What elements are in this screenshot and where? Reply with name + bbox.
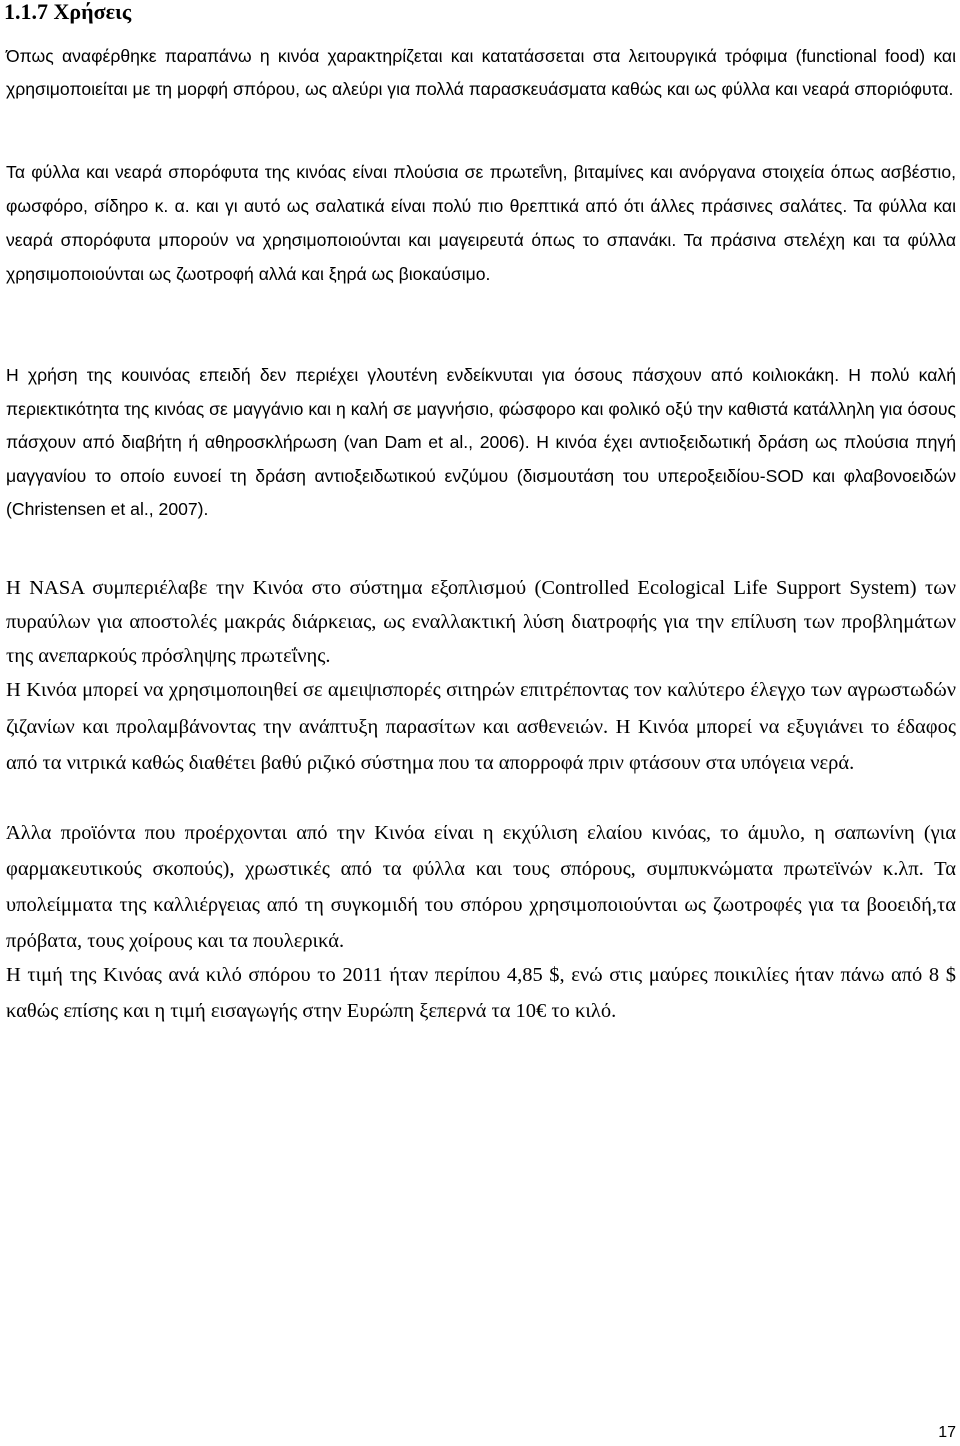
paragraph-uses-intro: Όπως αναφέρθηκε παραπάνω η κινόα χαρακτηρίζεται και κατατάσσεται στα λειτουργικά τρόφιμα (functional food) και χρησιμοποιείται με τη μορφή σπόρου, ως αλεύρι για πολλά παρασκευάσματα καθώς και ως φύλλα και νεαρά σποριόφυτα. [6, 46, 956, 99]
paragraph-crop-rotation: Η Κινόα μπορεί να χρησιμοποιηθεί σε αμειψισπορές σιτηρών επιτρέποντας τον καλύτερο έλεγχο των αγρωστωδών ζιζανίων και προλαμβάνοντας την ανάπτυξη παρασίτων και ασθενειών. Η Κινόα μπορεί να εξυγιάνει το έδαφος από τα νιτρικά καθώς διαθέτει βαθύ ριζικό σύστημα που τα απορροφά πριν φτάσουν στα υπόγεια νερά. [6, 679, 956, 774]
paragraph-nasa: Η NASA συμπεριέλαβε την Κινόα στο σύστημα εξοπλισμού (Controlled Ecological Life Support System) των πυραύλων για αποστολές μακράς διάρκειας, ως εναλλακτική λύση διατροφής για την επίλυση των προβλημάτων της ανεπαρκούς πρόσληψης πρωτεΐνης. [6, 577, 956, 667]
paragraph-leaves-sprouts: Τα φύλλα και νεαρά σπορόφυτα της κινόας είναι πλούσια σε πρωτεΐνη, βιταμίνες και ανόργανα στοιχεία όπως ασβέστιο, φωσφόρο, σίδηρο κ. α. και γι αυτό ως σαλατικά είναι πολύ πιο θρεπτικά από ότι άλλες πράσινες σαλάτες. Τα φύλλα και νεαρά σπορόφυτα μπορούν να χρησιμοποιούνται και μαγειρευτά όπως το σπανάκι. Τα πράσινα στελέχη και τα φύλλα χρησιμοποιούνται ως ζωοτροφή αλλά και ξηρά ως βιοκαύσιμο. [6, 162, 956, 284]
page-number: 17 [938, 1424, 956, 1441]
section-heading: 1.1.7 Χρήσεις [4, 0, 132, 24]
paragraph-price: Η τιμή της Κινόας ανά κιλό σπόρου το 2011 ήταν περίπου 4,85 $, ενώ στις μαύρες ποικιλίες ήταν πάνω από 8 $ καθώς επίσης και η τιμή εισαγωγής στην Ευρώπη ξεπερνά τα 10€ το κιλό. [6, 964, 956, 1022]
paragraph-other-products: Άλλα προϊόντα που προέρχονται από την Κινόα είναι η εκχύλιση ελαίου κινόας, το άμυλο, η σαπωνίνη (για φαρμακευτικούς σκοπούς), χρωστικές από τα φύλλα και τους σπόρους, συμπυκνώματα πρωτεϊνών κ.λπ. Τα υπολείμματα της καλλιέργειας από τη συγκομιδή του σπόρου χρησιμοποιούνται ως ζωοτροφές για τα βοοειδή,τα πρόβατα, τους χοίρους και τα πουλερικά. [6, 822, 956, 952]
paragraph-gluten-health: Η χρήση της κουινόας επειδή δεν περιέχει γλουτένη ενδείκνυται για όσους πάσχουν από κοιλιοκάκη. Η πολύ καλή περιεκτικότητα της κινόας σε μαγγάνιο και η καλή σε μαγνήσιο, φώσφορο και φολικό οξύ την καθιστά κατάλληλη για όσους πάσχουν από διαβήτη ή αθηροσκλήρωση (van Dam et al., 2006). Η κινόα έχει αντιοξειδωτική δράση ως πλούσια πηγή μαγγανίου το οποίο ευνοεί τη δράση αντιοξειδωτικού ενζύμου (δισμουτάση του υπεροξειδίου-SOD και φλαβονοειδών (Christensen et al., 2007). [6, 365, 956, 519]
